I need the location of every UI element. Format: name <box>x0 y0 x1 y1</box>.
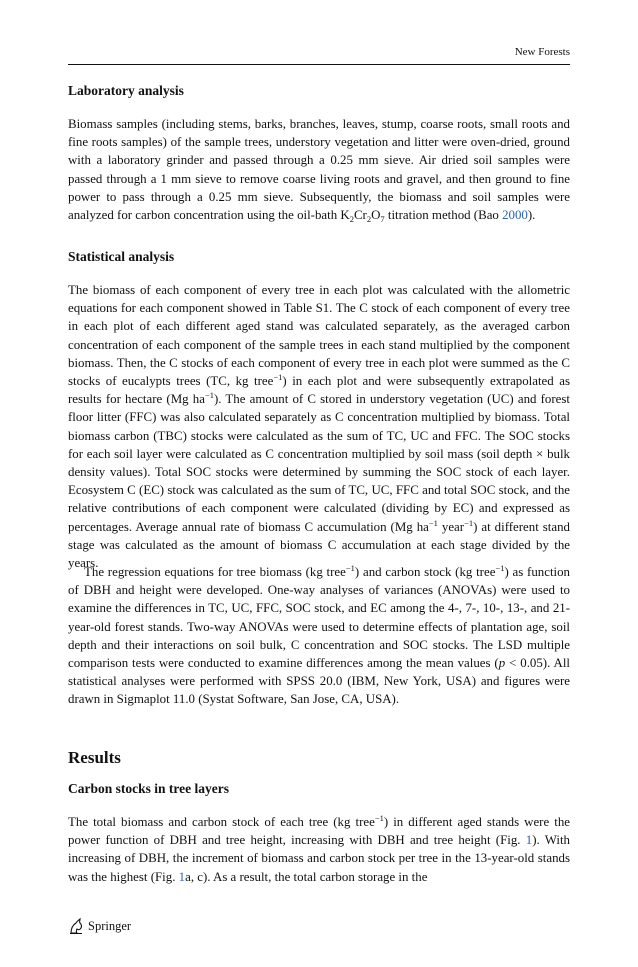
footer <box>68 917 131 935</box>
results-heading: Results <box>68 748 121 767</box>
regression-paragraph: The regression equations for tree biomass (kg tree$^{-1}$) and carbon stock (kg tree$^{-1}$) as function of DBH and height were developed. One-way analyses of variances (ANOVAs) were used to examine the differences in TC, UC, FFC, SOC stock, and EC among the 4-, 7-, 10-, 13-, and 21-year-old forest stands. Two-way ANOVAs were used to determine effects of plantation age, soil depth and their interactions on soil bulk, C concentration and SOC stocks. The LSD multiple comparison tests were conducted to examine differences among the mean values (p < 0.05). All statistical analyses were performed with SPSS 20.0 (IBM, New York, USA) and figures were drawn in Sigmaplot 11.0 (Systat Software, San Jose, CA, USA). <box>68 563 570 707</box>
statistical-analysis-paragraph: The biomass of each component of every tree in each plot was calculated with the allometric equations for each component showed in Table S1. The C stock of each component of every tree in each plot of each different aged stand was calculated separately, as the averaged carbon concentration of each component of the sample trees in each stand multiplied by the component biomass. Then, the C stocks of each component of every tree in each plot were summed as the C stocks of eucalypts trees (TC, kg tree$^{-1}$) in each plot and were subsequently extrapolated as results for hectare (Mg $ha^{-1}$). The amount of C stored in understory vegetation (UC) and forest floor litter (FFC) was also calculated separately as C concentration multiplied by biomass. Total biomass carbon (TBC) stocks were calculated as the sum of TC, UC and FFC. The SOC stocks for each soil layer were calculated as C concentration multiplied by soil mass (soil depth × bulk density values). Total SOC stocks were determined by summing the SOC stock of each layer. Ecosystem C (EC) stock was calculated as the sum of TC, UC, FFC and total SOC stock, and the relative contributions of each component were calculated (dividing by EC) and expressed as percentages. Average annual rate of biomass C accumulation (Mg $ha^{-1}$ year$^{-1}$) at different stand stage was calculated as the amount of biomass C accumulation at each stage divided by the years. <box>68 283 570 571</box>
publisher-name: Springer <box>88 918 132 933</box>
figure-link[interactable]: 1 <box>525 833 533 848</box>
statistical-analysis-heading: Statistical analysis <box>68 249 175 264</box>
citation-link[interactable]: 2000 <box>502 208 528 223</box>
running-head: New Forests <box>514 46 570 58</box>
header-rule <box>68 64 570 65</box>
carbon-stocks-heading: Carbon stocks in tree layers <box>68 781 229 796</box>
laboratory-analysis-heading: Laboratory analysis <box>68 83 184 98</box>
laboratory-analysis-paragraph: Biomass samples (including stems, barks, branches, leaves, stump, coarse roots, small roots and fine roots samples) of the sample trees, understory vegetation and litter were oven-dried, ground with a laboratory grinder and passed through a 0.25 mm sieve. Air dried soil samples were passed through a 1 mm sieve to remove coarse living roots and gravel, and then ground to fine power to pass through a 0.25 mm sieve. Subsequently, the biomass and soil samples were analyzed for carbon concentration using the oil-bath $K_2Cr_2O_7$ titration method (Bao 2000). <box>68 117 570 225</box>
figure-link[interactable]: 1 <box>178 869 186 884</box>
springer-horse-icon <box>68 917 84 935</box>
results-paragraph: The total biomass and carbon stock of each tree (kg tree$^{-1}$) in different aged stands were the power function of DBH and tree height, increasing with DBH and tree height (Fig. 1). With increasing of DBH, the increment of biomass and carbon stock per tree in the 13-year-old stands was the highest (Fig. 1a, c). As a result, the total carbon storage in the <box>68 813 570 884</box>
